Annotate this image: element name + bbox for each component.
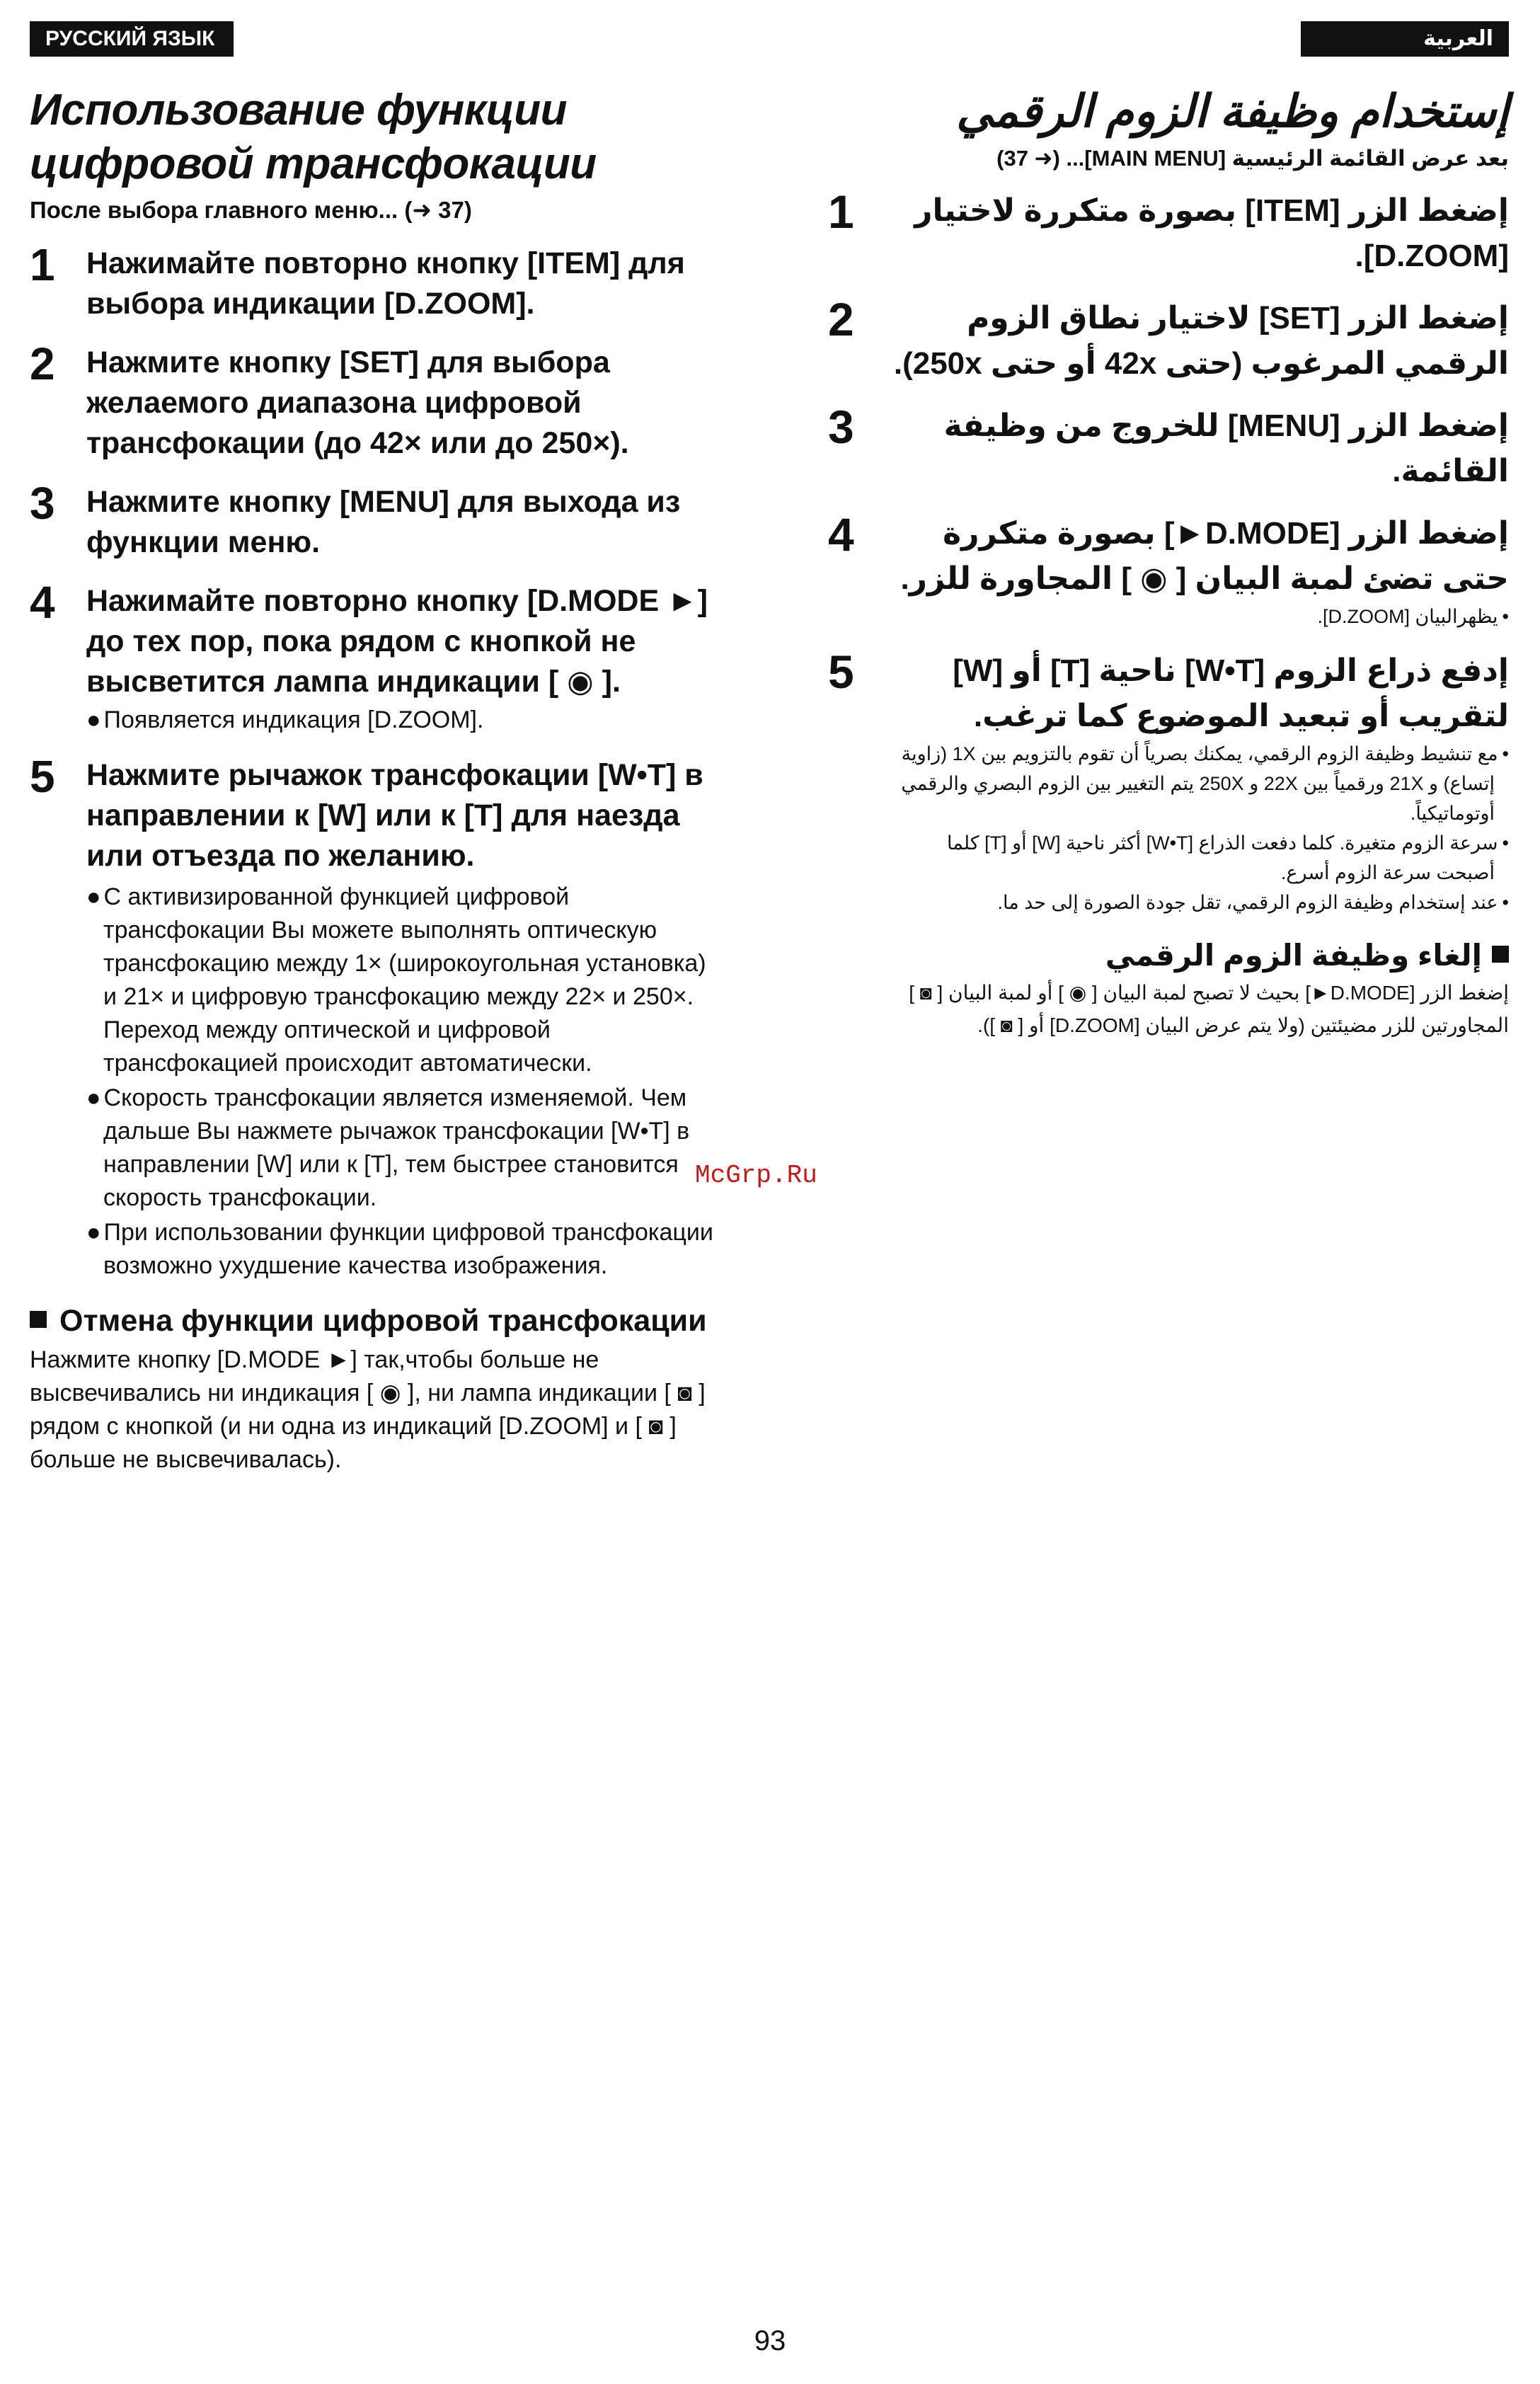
russian-step-4: [30, 577, 723, 737]
step-number: 4: [30, 577, 55, 628]
page-number: 93: [754, 2325, 786, 2356]
step-number: 4: [828, 508, 854, 561]
russian-cancel-text: Нажмите кнопку [D.MODE ►] так,чтобы больше не высвечивались ни индикация [ ◉ ], ни лампа индикации [ ◙ ] рядом с кнопкой (и ни одна из индикаций [D.ZOOM] и [ ◙ ] больше не высвечивалась).: [30, 1346, 706, 1473]
step-note: •مع تنشيط وظيفة الزوم الرقمي، يمكنك بصرياً أن تقوم بالتزويم بين 1X (زاوية إتساع) و 21X ورقمياً بين 22X و 250X يتم التغيير بين الزوم البصري والرقمي أوتوماتيكياً.: [901, 743, 1509, 824]
arabic-cancel-heading: إلغاء وظيفة الزوم الرقمي: [828, 934, 1509, 977]
russian-steps: [30, 239, 723, 1283]
step-text: إضغط الزر [SET] لاختيار نطاق الزوم الرقمي المرغوب (حتى 42x أو حتى 250x).: [893, 301, 1509, 381]
step-note: ● При использовании функции цифровой трансфокации возможно ухудшение качества изображения.: [86, 1219, 713, 1279]
step-number: 3: [30, 478, 55, 529]
step-text: Нажмите рычажок трансфокации [W•T] в направлении к [W] или к [T] для наезда или отъезда по желанию.: [86, 758, 703, 873]
step-text: إدفع ذراع الزوم [W•T] ناحية [T] أو [W] لتقريب أو تبعيد الموضوع كما ترغب.: [953, 653, 1509, 733]
step-note: ● Появляется индикация [D.ZOOM].: [86, 706, 484, 733]
watermark: McGrp.Ru: [695, 1161, 817, 1190]
russian-language-tab: РУССКИЙ ЯЗЫК: [30, 21, 234, 57]
russian-step-1: [30, 239, 723, 324]
arabic-step-3: [828, 403, 1509, 494]
russian-after-menu-note: После выбора главного меню... (➜ 37): [30, 197, 472, 223]
step-number: 1: [30, 239, 55, 290]
step-note: •عند إستخدام وظيفة الزوم الرقمي، تقل جودة الصورة إلى حد ما.: [997, 892, 1509, 913]
step-text: Нажимайте повторно кнопку [D.MODE ►] до тех пор, пока рядом с кнопкой не высветится лампа индикации [ ◉ ].: [86, 584, 708, 699]
step-number: 3: [828, 401, 854, 453]
russian-cancel-heading: Отмена функции цифровой трансфокации: [30, 1301, 723, 1341]
step-number: 5: [30, 751, 55, 802]
russian-column: [30, 84, 723, 1477]
arabic-language-tab: العربية: [1301, 21, 1509, 57]
step-note: ● Скорость трансфокации является изменяемой. Чем дальше Вы нажмете рычажок трансфокации [W•T] в направлении [W] или к [T], тем быстрее становится скорость трансфокации.: [86, 1084, 690, 1211]
step-note: •سرعة الزوم متغيرة. كلما دفعت الذراع [W•T] أكثر ناحية [W] أو [T] كلما أصبحت سرعة الزوم أسرع.: [946, 832, 1509, 883]
step-number: 2: [30, 338, 55, 389]
arabic-step-1: [828, 185, 1509, 279]
russian-title: Использование функции цифровой трансфокации: [30, 86, 597, 188]
step-text: Нажмите кнопку [MENU] для выхода из функции меню.: [86, 485, 681, 559]
step-text: إضغط الزر [D.MODE►] بصورة متكررة حتى تضئ لمبة البيان [ ◉ ] المجاورة للزر.: [900, 516, 1509, 596]
arabic-after-menu-note: بعد عرض القائمة الرئيسية [MAIN MENU]... (➜ 37): [996, 146, 1509, 171]
step-note: ● С активизированной функцией цифровой трансфокации Вы можете выполнять оптическую трансфокацию между 1× (широкоугольная установка) и 21× и цифровую трансфокацию между 22× и 250×. Переход между оптической и цифровой трансфокацией происходит автоматически.: [86, 883, 706, 1077]
step-number: 5: [828, 646, 854, 698]
step-text: Нажмите кнопку [SET] для выбора желаемого диапазона цифровой трансфокации (до 42× или до 250×).: [86, 345, 629, 460]
russian-step-5: [30, 751, 723, 1283]
arabic-step-4: [828, 508, 1509, 631]
arabic-cancel-text: إضغط الزر [D.MODE►] بحيث لا تصبح لمبة البيان [ ◉ ] أو لمبة البيان [ ◙ ] المجاورتين للزر مضيئتين (ولا يتم عرض البيان [D.ZOOM] أو [ ◙ ]).: [909, 982, 1509, 1036]
square-bullet-icon: [30, 1311, 47, 1328]
step-text: إضغط الزر [ITEM] بصورة متكررة لاختيار [D.ZOOM].: [914, 193, 1509, 273]
arabic-column: [828, 79, 1509, 1042]
step-number: 1: [828, 185, 854, 238]
step-text: Нажимайте повторно кнопку [ITEM] для выбора индикации [D.ZOOM].: [86, 246, 685, 321]
russian-step-3: [30, 478, 723, 563]
step-text: إضغط الزر [MENU] للخروج من وظيفة القائمة.: [943, 408, 1509, 488]
arabic-step-2: [828, 293, 1509, 386]
square-bullet-icon: [1492, 946, 1509, 963]
step-note: •يظهرالبيان [D.ZOOM].: [1317, 606, 1509, 627]
arabic-steps: [828, 185, 1509, 917]
step-number: 2: [828, 293, 854, 345]
russian-step-2: [30, 338, 723, 464]
arabic-title: إستخدام وظيفة الزوم الرقمي: [956, 86, 1509, 137]
arabic-step-5: [828, 648, 1509, 917]
